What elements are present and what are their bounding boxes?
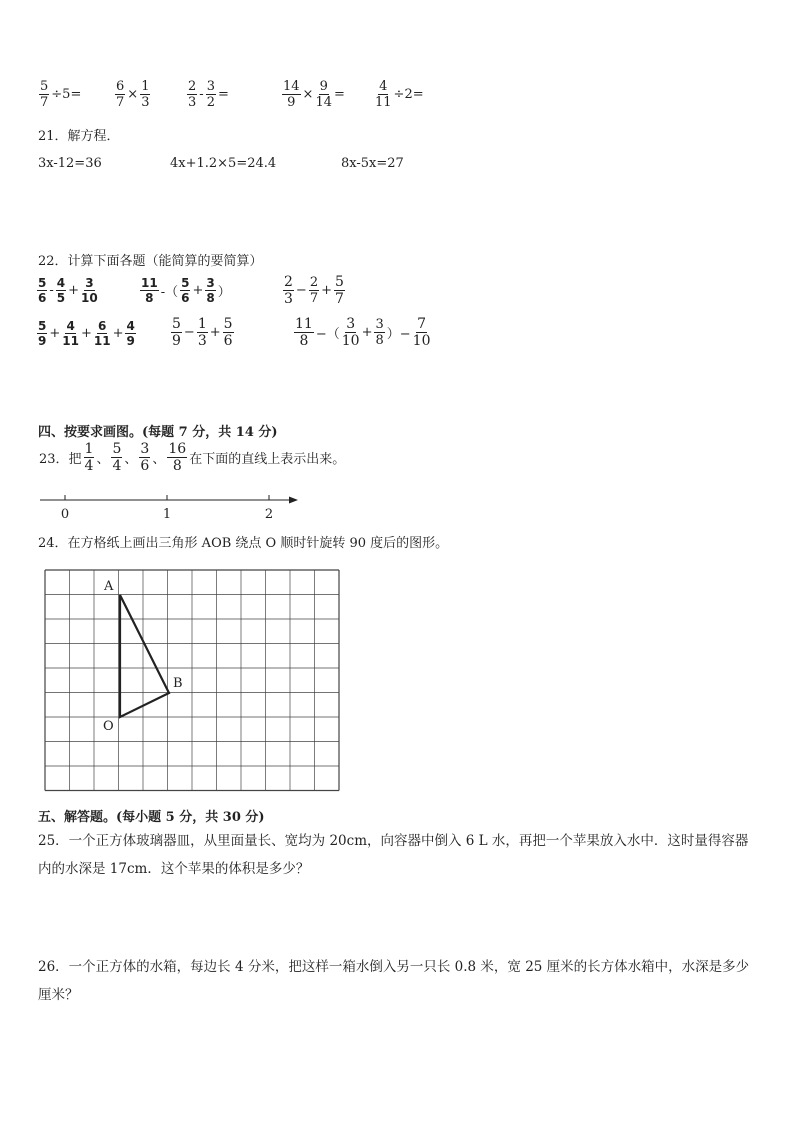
number-line-label-0: 0 bbox=[60, 507, 70, 522]
q21-equation-2: 4x+1.2×5=24.4 bbox=[170, 156, 277, 171]
calc-expression-5: $\frac{4}{11}$ ÷2= bbox=[375, 79, 424, 110]
q23-question: 23．把 $\frac{1}{4}$ 、 $\frac{5}{4}$ 、 $\frac{3}{6}$ 、 $\frac{16}{8}$ 在下面的直线上表示出来。 bbox=[39, 441, 346, 474]
q22-expression-a: $\frac{5}{6}$ - $\frac{4}{5}$ + $\frac{3}{10}$ bbox=[38, 276, 98, 305]
q22-expression-e: $\frac{5}{9}$ − $\frac{1}{3}$ + $\frac{5}{6}$ bbox=[172, 316, 233, 349]
calc-expression-1: $\frac{5}{7}$ ÷5= bbox=[40, 79, 82, 110]
section-4-heading: 四、按要求画图。(每题 7 分，共 14 分) bbox=[38, 425, 278, 440]
vertex-label-b: B bbox=[173, 676, 183, 691]
q26-text: 26．一个正方体的水箱，每边长 4 分米，把这样一箱水倒入另一只长 0.8 米，宽 25 厘米的长方体水箱中，水深是多少厘米？ bbox=[38, 959, 750, 1003]
calc-expression-4: $\frac{14}{9}$ × $\frac{9}{14}$ = bbox=[283, 79, 345, 110]
q21-equation-3: 8x-5x=27 bbox=[341, 156, 404, 171]
q22-expression-c: $\frac{2}{3}$ − $\frac{2}{7}$ + $\frac{5}{7}$ bbox=[284, 274, 344, 307]
q22-title: 22．计算下面各题（能简算的要简算） bbox=[38, 254, 263, 269]
calc-expression-2: $\frac{6}{7}$ × $\frac{1}{3}$ bbox=[116, 79, 150, 110]
q21-equation-1: 3x-12=36 bbox=[38, 156, 102, 171]
grid-paper bbox=[30, 560, 350, 800]
number-line-arrow bbox=[289, 497, 298, 504]
number-line bbox=[30, 488, 310, 524]
calc-expression-3: $\frac{2}{3}$ - $\frac{3}{2}$ = bbox=[188, 79, 229, 110]
q24-title: 24．在方格纸上画出三角形 AOB 绕点 O 顺时针旋转 90 度后的图形。 bbox=[38, 536, 449, 551]
section-5-heading: 五、解答题。(每小题 5 分，共 30 分) bbox=[38, 810, 265, 825]
q22-expression-b: $\frac{11}{8}$ -（ $\frac{5}{6}$ + $\frac{3}{8}$ ） bbox=[141, 276, 231, 305]
q25-text: 25．一个正方体玻璃器皿，从里面量长、宽均为 20cm，向容器中倒入 6 L 水，再把一个苹果放入水中．这时量得容器内的水深是 17cm．这个苹果的体积是多少？ bbox=[38, 833, 749, 877]
number-line-label-2: 2 bbox=[264, 507, 274, 522]
vertex-label-o: O bbox=[103, 719, 114, 734]
grid-lines bbox=[45, 570, 339, 791]
number-line-label-1: 1 bbox=[162, 507, 172, 522]
q21-title: 21．解方程． bbox=[38, 129, 120, 144]
triangle-aob bbox=[120, 595, 169, 717]
vertex-label-a: A bbox=[104, 579, 114, 594]
q22-expression-d: $\frac{5}{9}$ + $\frac{4}{11}$ + $\frac{6}{11}$ + $\frac{4}{9}$ bbox=[38, 319, 135, 348]
q22-expression-f: $\frac{11}{8}$ −（ $\frac{3}{10}$ + $\frac{3}{8}$ ）− $\frac{7}{10}$ bbox=[295, 316, 431, 349]
